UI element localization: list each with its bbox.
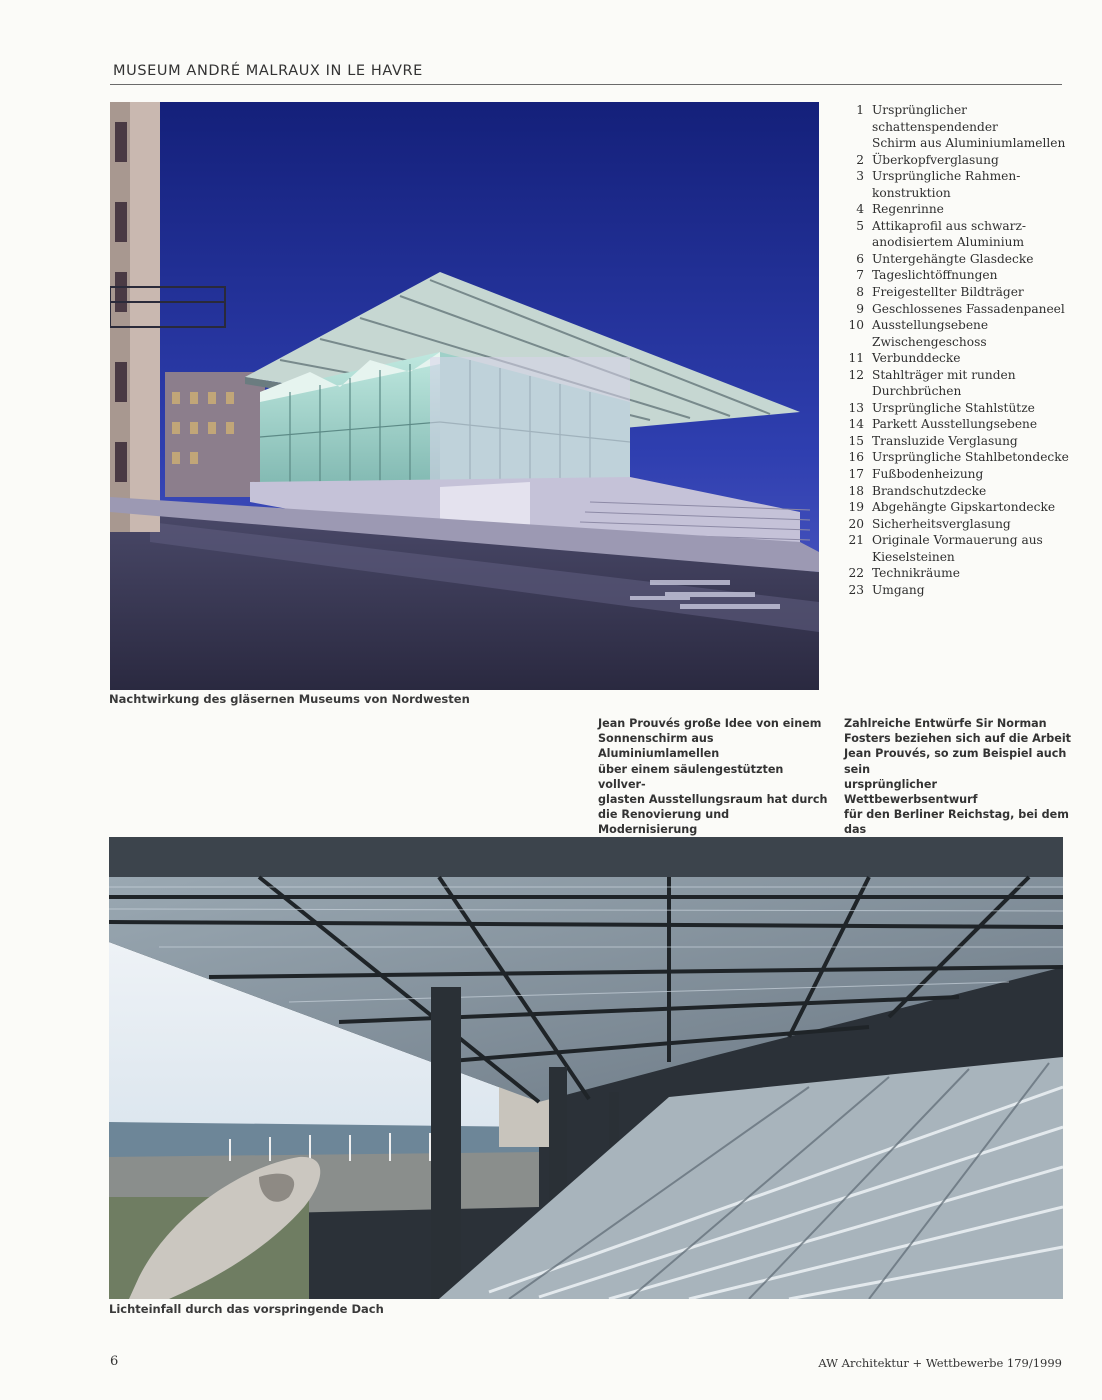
legend-item-number: 11 — [848, 351, 864, 366]
legend-item — [838, 433, 1074, 450]
legend-item — [838, 284, 1074, 301]
legend-item-text: Regenrinne — [872, 202, 944, 217]
legend-item-number: 4 — [856, 202, 864, 217]
legend-item-text: Fußbodenheizung — [872, 467, 984, 482]
legend-item — [838, 532, 1074, 565]
legend-item-number: 19 — [848, 500, 864, 515]
legend-item-number: 5 — [856, 218, 864, 233]
legend-item — [838, 317, 1074, 350]
body-text-right: Zahlreiche Entwürfe Sir Norman Fosters beziehen sich auf die Arbeit Jean Prouvés, so zum Beispiel auch sein ursprünglicher Wettbewerbsentwurf für den Berliner Reichstag, bei dem das — [844, 717, 1072, 837]
legend-item — [838, 449, 1074, 466]
legend-item — [838, 367, 1074, 400]
legend-item-text: Sicherheitsverglasung — [872, 516, 1011, 531]
legend-item-number: 7 — [856, 268, 864, 283]
legend-item-text: Tageslichtöffnungen — [872, 268, 998, 283]
legend-item-number: 18 — [848, 483, 864, 498]
legend-item-number: 9 — [856, 301, 864, 316]
legend-item-number: 16 — [848, 450, 864, 465]
legend-item-text: Ursprünglicher schattenspendender Schirm aus Aluminiumlamellen — [872, 103, 1066, 151]
legend-item-number: 14 — [848, 417, 864, 432]
photo2-caption: Lichteinfall durch das vorspringende Dach — [109, 1302, 384, 1316]
legend-item-text: Stahlträger mit runden Durchbrüchen — [872, 367, 1016, 399]
legend-item — [838, 350, 1074, 367]
legend-list — [838, 102, 1074, 598]
publication-footer: AW Architektur + Wettbewerbe 179/1999 — [818, 1356, 1062, 1370]
legend-item — [838, 102, 1074, 152]
legend-item — [838, 565, 1074, 582]
legend-item-number: 17 — [848, 467, 864, 482]
legend-item — [838, 400, 1074, 417]
legend-item-text: Ursprüngliche Rahmen- konstruktion — [872, 169, 1021, 200]
legend-item-text: Freigestellter Bildträger — [872, 285, 1024, 300]
header-divider — [110, 84, 1062, 85]
legend-item-text: Ausstellungsebene Zwischengeschoss — [872, 318, 989, 349]
legend-item-number: 22 — [848, 566, 864, 581]
canopy-interior-photo — [109, 837, 1063, 1299]
legend-item-number: 21 — [848, 533, 864, 548]
legend-item — [838, 251, 1074, 268]
legend-item-text: Ursprüngliche Stahlstütze — [872, 400, 1035, 415]
legend-item-text: Parkett Ausstellungsebene — [872, 417, 1038, 432]
legend-item — [838, 267, 1074, 284]
legend-item-number: 1 — [856, 103, 864, 117]
legend-item-number: 8 — [856, 285, 864, 300]
legend-item-text: Originale Vormauerung aus Kieselsteinen — [872, 533, 1043, 564]
legend-item — [838, 466, 1074, 483]
legend-item-number: 2 — [856, 152, 864, 167]
legend-item-text: Technikräume — [872, 566, 960, 581]
legend-item-text: Untergehängte Glasdecke — [872, 251, 1034, 266]
legend-item — [838, 582, 1074, 599]
page-header-title: MUSEUM ANDRÉ MALRAUX IN LE HAVRE — [113, 63, 423, 79]
legend-item-number: 13 — [848, 400, 864, 415]
legend-item-text: Geschlossenes Fassadenpaneel — [872, 301, 1065, 316]
legend-item-text: Attikaprofil aus schwarz- anodisiertem Aluminium — [872, 218, 1027, 250]
legend-item-number: 15 — [848, 433, 864, 448]
legend-item-text: Brandschutzdecke — [872, 483, 987, 498]
legend-item — [838, 168, 1074, 201]
legend-item-number: 3 — [856, 169, 864, 184]
photo1-caption: Nachtwirkung des gläsernen Museums von Nordwesten — [109, 692, 470, 706]
legend-item-number: 23 — [848, 582, 864, 597]
legend-item-text: Transluzide Verglasung — [872, 433, 1018, 448]
legend-item — [838, 218, 1074, 251]
legend-item-number: 6 — [856, 251, 864, 266]
legend-item — [838, 516, 1074, 533]
legend-item-text: Überkopfverglasung — [872, 152, 999, 167]
legend-item — [838, 416, 1074, 433]
body-text-left: Jean Prouvés große Idee von einem Sonnenschirm aus Aluminiumlamellen über einem säulengestützten vollver- glasten Ausstellungsraum hat durch die Renovierung und Modernisierung — [598, 717, 828, 837]
page-number: 6 — [110, 1354, 119, 1369]
legend-item-text: Verbunddecke — [872, 351, 961, 366]
legend-item — [838, 499, 1074, 516]
legend-item — [838, 201, 1074, 218]
legend-item — [838, 301, 1074, 318]
legend-item-number: 12 — [848, 367, 864, 382]
legend-item-number: 20 — [848, 516, 864, 531]
legend-item-text: Ursprüngliche Stahlbetondecke — [872, 450, 1069, 465]
legend-item-number: 10 — [848, 318, 864, 333]
legend-item — [838, 483, 1074, 500]
legend-item-text: Abgehängte Gipskartondecke — [872, 500, 1056, 515]
legend-item — [838, 152, 1074, 169]
legend-item-text: Umgang — [872, 582, 925, 597]
museum-night-photo — [110, 102, 819, 690]
